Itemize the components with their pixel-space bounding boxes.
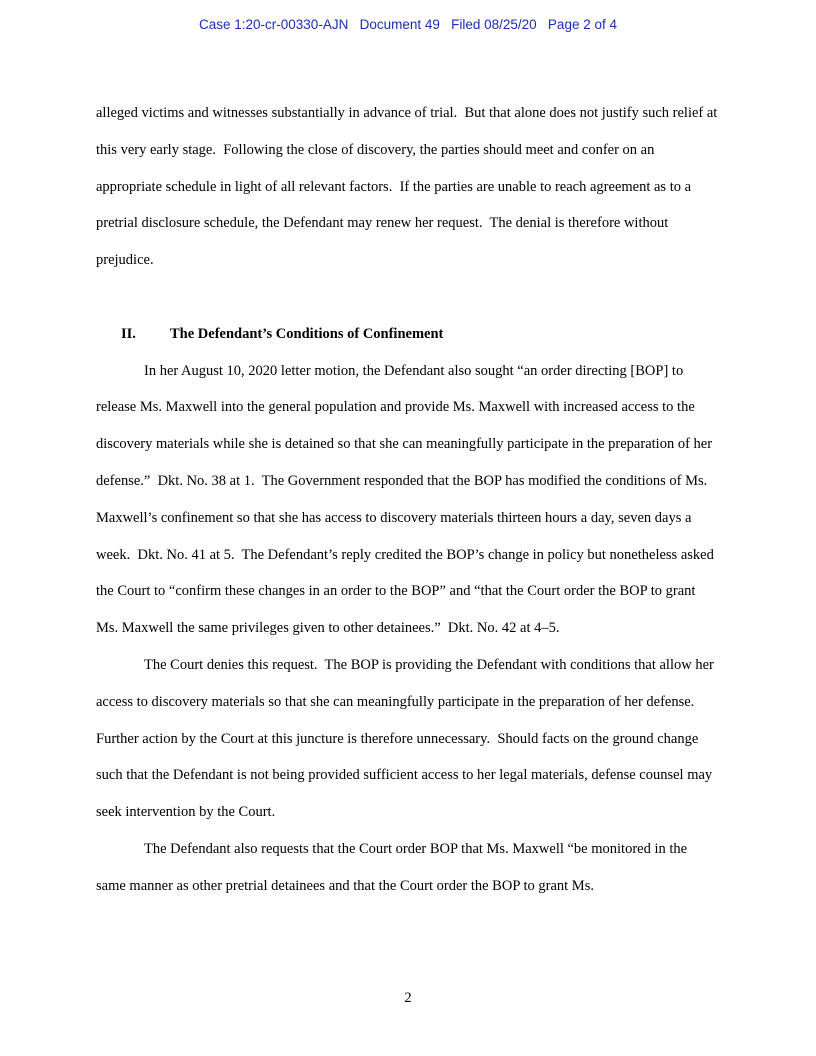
section-number: II.: [121, 325, 136, 342]
section-title: The Defendant’s Conditions of Confinement: [170, 325, 444, 342]
body-paragraph-2: In her August 10, 2020 letter motion, the Defendant also sought “an order directing [BOP] to release Ms. Maxwell into the general population and provide Ms. Maxwell with increased access to the discovery materials while she is detained so that she can meaningfully participate in the preparation of her defense.” Dkt. No. 38 at 1. The Government responded that the BOP has modified the conditions of Ms. Maxwell’s confinement so that she has access to discovery materials thirteen hours a day, seven days a week. Dkt. No. 41 at 5. The Defendant’s reply credited the BOP’s change in policy but nonetheless asked the Court to “confirm these changes in an order to the BOP” and “that the Court order the BOP to grant Ms. Maxwell the same privileges given to other detainees.” Dkt. No. 42 at 4–5.: [96, 362, 718, 637]
ecf-header-stamp: Case 1:20-cr-00330-AJN Document 49 Filed 08/25/20 Page 2 of 4: [199, 17, 617, 32]
body-paragraph-4: The Defendant also requests that the Court order BOP that Ms. Maxwell “be monitored in the same manner as other pretrial detainees and that the Court order the BOP to grant Ms.: [96, 840, 691, 894]
document-body: [96, 95, 721, 905]
section-heading: [96, 316, 718, 353]
body-paragraph-3: The Court denies this request. The BOP is providing the Defendant with conditions that allow her access to discovery materials so that she can meaningfully participate in the preparation of her defense. Further action by the Court at this juncture is therefore unnecessary. Should facts on the ground change such that the Defendant is not being provided sufficient access to her legal materials, defense counsel may seek intervention by the Court.: [96, 656, 718, 821]
body-paragraph-continuation: alleged victims and witnesses substantially in advance of trial. But that alone does not justify such relief at this very early stage. Following the close of discovery, the parties should meet and confer on an appropriate schedule in light of all relevant factors. If the parties are unable to reach agreement as to a pretrial disclosure schedule, the Defendant may renew her request. The denial is therefore without prejudice.: [96, 105, 721, 269]
page-number: 2: [404, 990, 412, 1006]
